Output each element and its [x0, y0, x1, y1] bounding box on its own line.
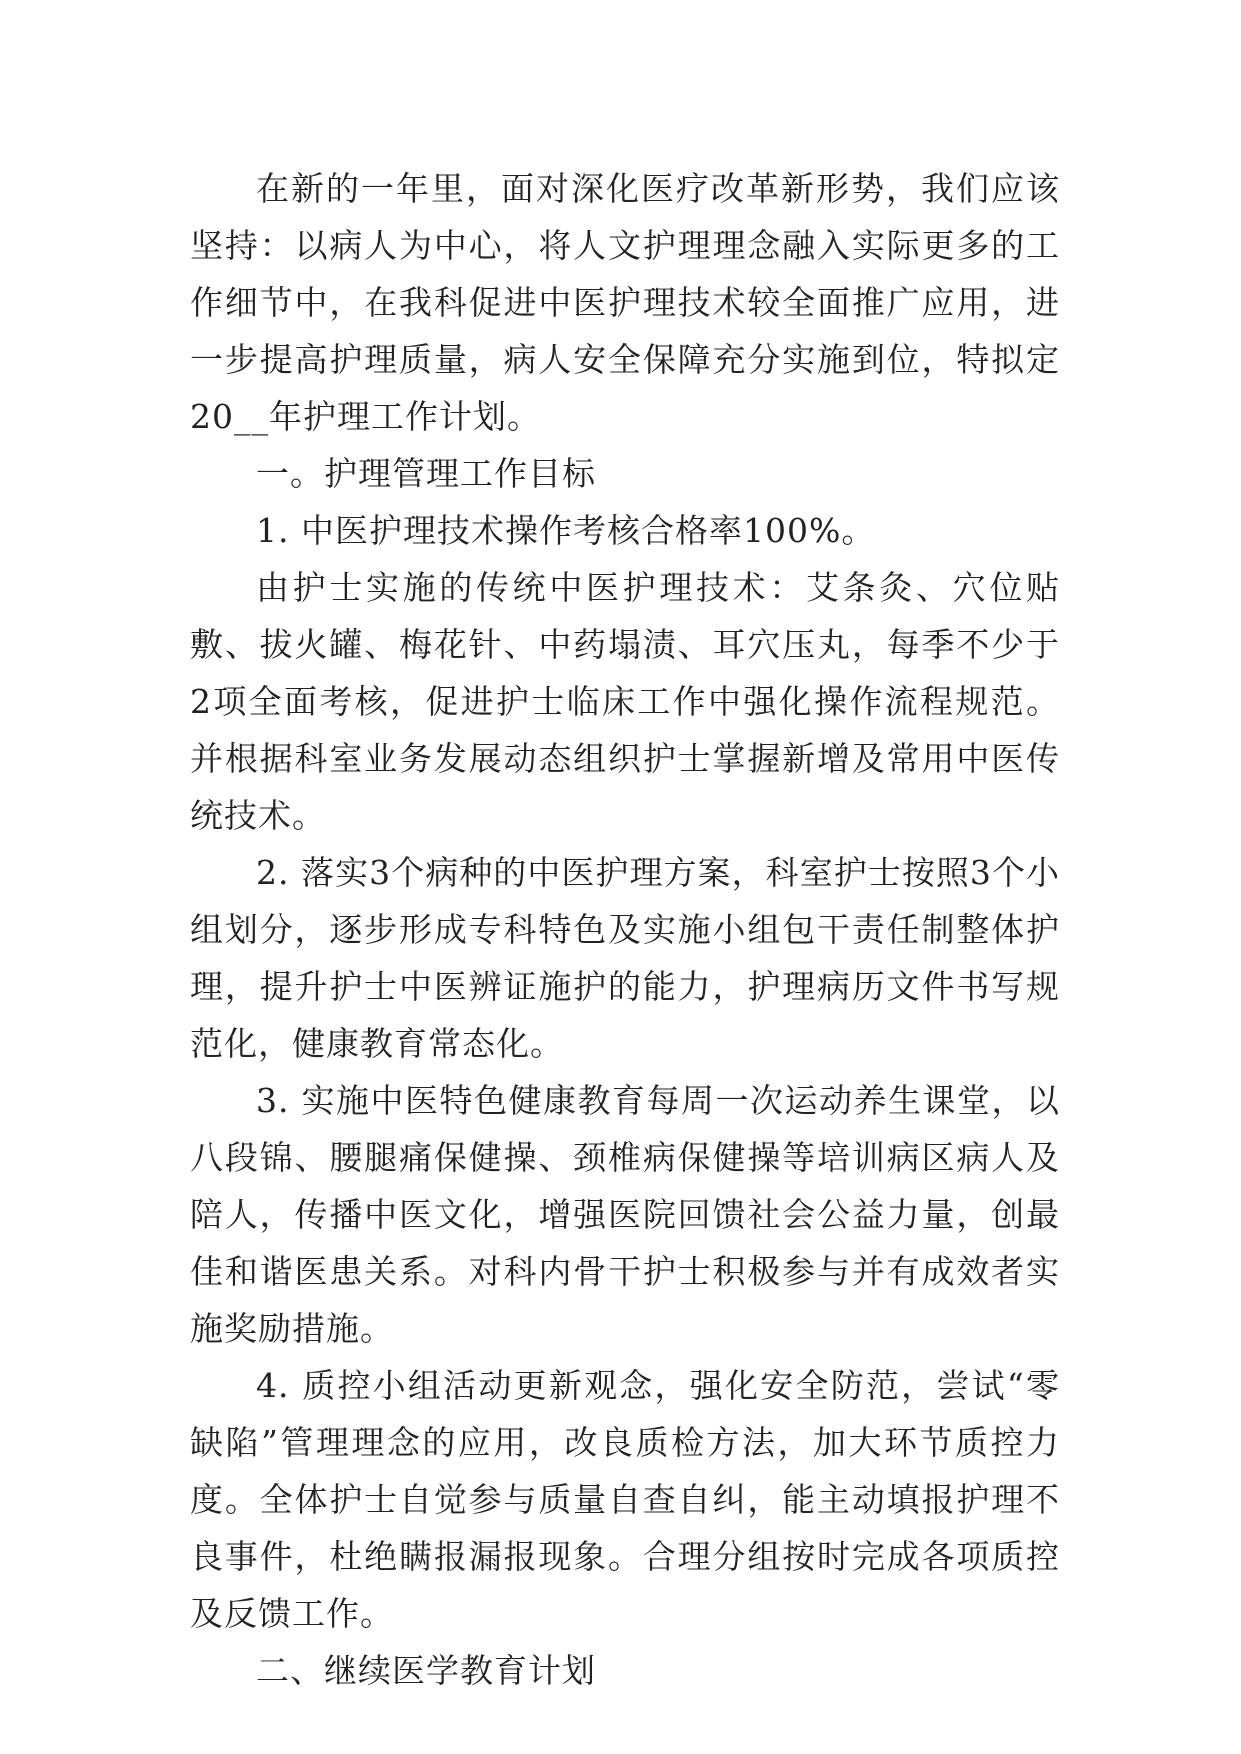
goal-item-2: 2. 落实3个病种的中医护理方案，科室护士按照3个小组划分，逐步形成专科特色及实施小组包干责任制整体护理，提升护士中医辨证施护的能力，护理病历文件书写规范化，健康教育常态化。	[190, 853, 1060, 1063]
section-heading-continuing-education: 二、继续医学教育计划	[256, 1651, 596, 1690]
goal-item-1-detail: 由护士实施的传统中医护理技术：艾条灸、穴位贴敷、拔火罐、梅花针、中药塌渍、耳穴压丸，每季不少于2项全面考核，促进护士临床工作中强化操作流程规范。并根据科室业务发展动态组织护士掌握新增及常用中医传统技术。	[190, 568, 1060, 835]
goal-item-4: 4. 质控小组活动更新观念，强化安全防范，尝试“零缺陷”管理理念的应用，改良质检方法，加大环节质控力度。全体护士自觉参与质量自查自纠，能主动填报护理不良事件，杜绝瞒报漏报现象。合理分组按时完成各项质控及反馈工作。	[190, 1366, 1060, 1633]
section-heading-management-goals: 一。护理管理工作目标	[256, 454, 596, 493]
goal-item-1: 1. 中医护理技术操作考核合格率100%。	[256, 511, 876, 550]
intro-paragraph: 在新的一年里，面对深化医疗改革新形势，我们应该坚持：以病人为中心，将人文护理理念融入实际更多的工作细节中，在我科促进中医护理技术较全面推广应用，进一步提高护理质量，病人安全保障充分实施到位，特拟定20__年护理工作计划。	[190, 169, 1060, 436]
document-body	[190, 160, 1060, 1699]
goal-item-3: 3. 实施中医特色健康教育每周一次运动养生课堂，以八段锦、腰腿痛保健操、颈椎病保健操等培训病区病人及陪人，传播中医文化，增强医院回馈社会公益力量，创最佳和谐医患关系。对科内骨干护士积极参与并有成效者实施奖励措施。	[190, 1081, 1060, 1348]
